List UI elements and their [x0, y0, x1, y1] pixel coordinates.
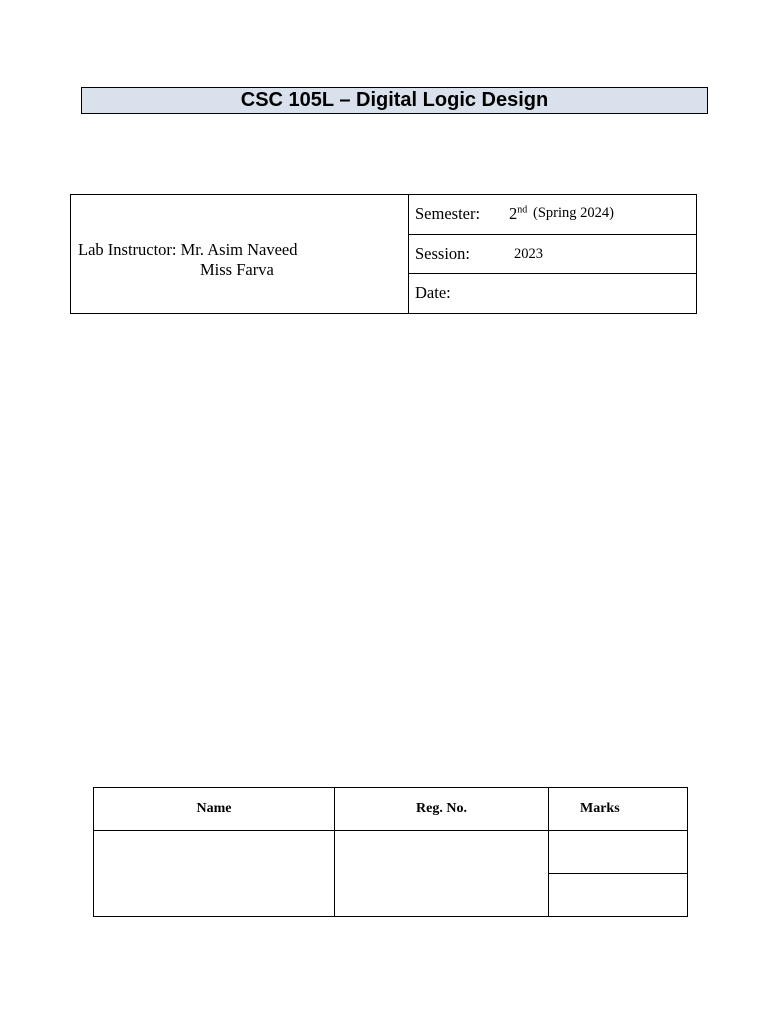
session-value: 2023	[514, 245, 543, 262]
instructor-line-2: Miss Farva	[200, 260, 274, 279]
name-column	[94, 788, 335, 916]
semester-term: (Spring 2024)	[533, 205, 614, 221]
semester-number: 2	[509, 204, 518, 223]
date-row	[409, 273, 696, 313]
session-row	[409, 234, 696, 274]
student-table	[93, 787, 688, 917]
info-right-column	[409, 195, 696, 313]
lab-info-table	[70, 194, 697, 314]
semester-value	[509, 204, 527, 224]
marks-cell-2[interactable]	[549, 873, 687, 916]
name-header: Name	[94, 788, 334, 831]
instructor-line-1: Lab Instructor: Mr. Asim Naveed	[78, 240, 298, 259]
semester-row	[409, 195, 696, 234]
reg-no-column	[335, 788, 549, 916]
instructor-cell	[71, 195, 409, 313]
semester-label: Semester:	[415, 204, 481, 223]
reg-no-cell[interactable]	[335, 831, 548, 916]
session-label: Session:	[415, 243, 471, 263]
name-cell[interactable]	[94, 831, 334, 916]
document-title	[81, 87, 708, 114]
document-title-text: CSC 105L – Digital Logic Design	[240, 89, 549, 111]
semester-suffix: nd	[517, 204, 528, 216]
marks-header: Marks	[549, 788, 687, 831]
date-label: Date:	[415, 283, 451, 303]
marks-column	[549, 788, 687, 916]
marks-cell-1[interactable]	[549, 831, 687, 873]
reg-no-header: Reg. No.	[335, 788, 548, 831]
